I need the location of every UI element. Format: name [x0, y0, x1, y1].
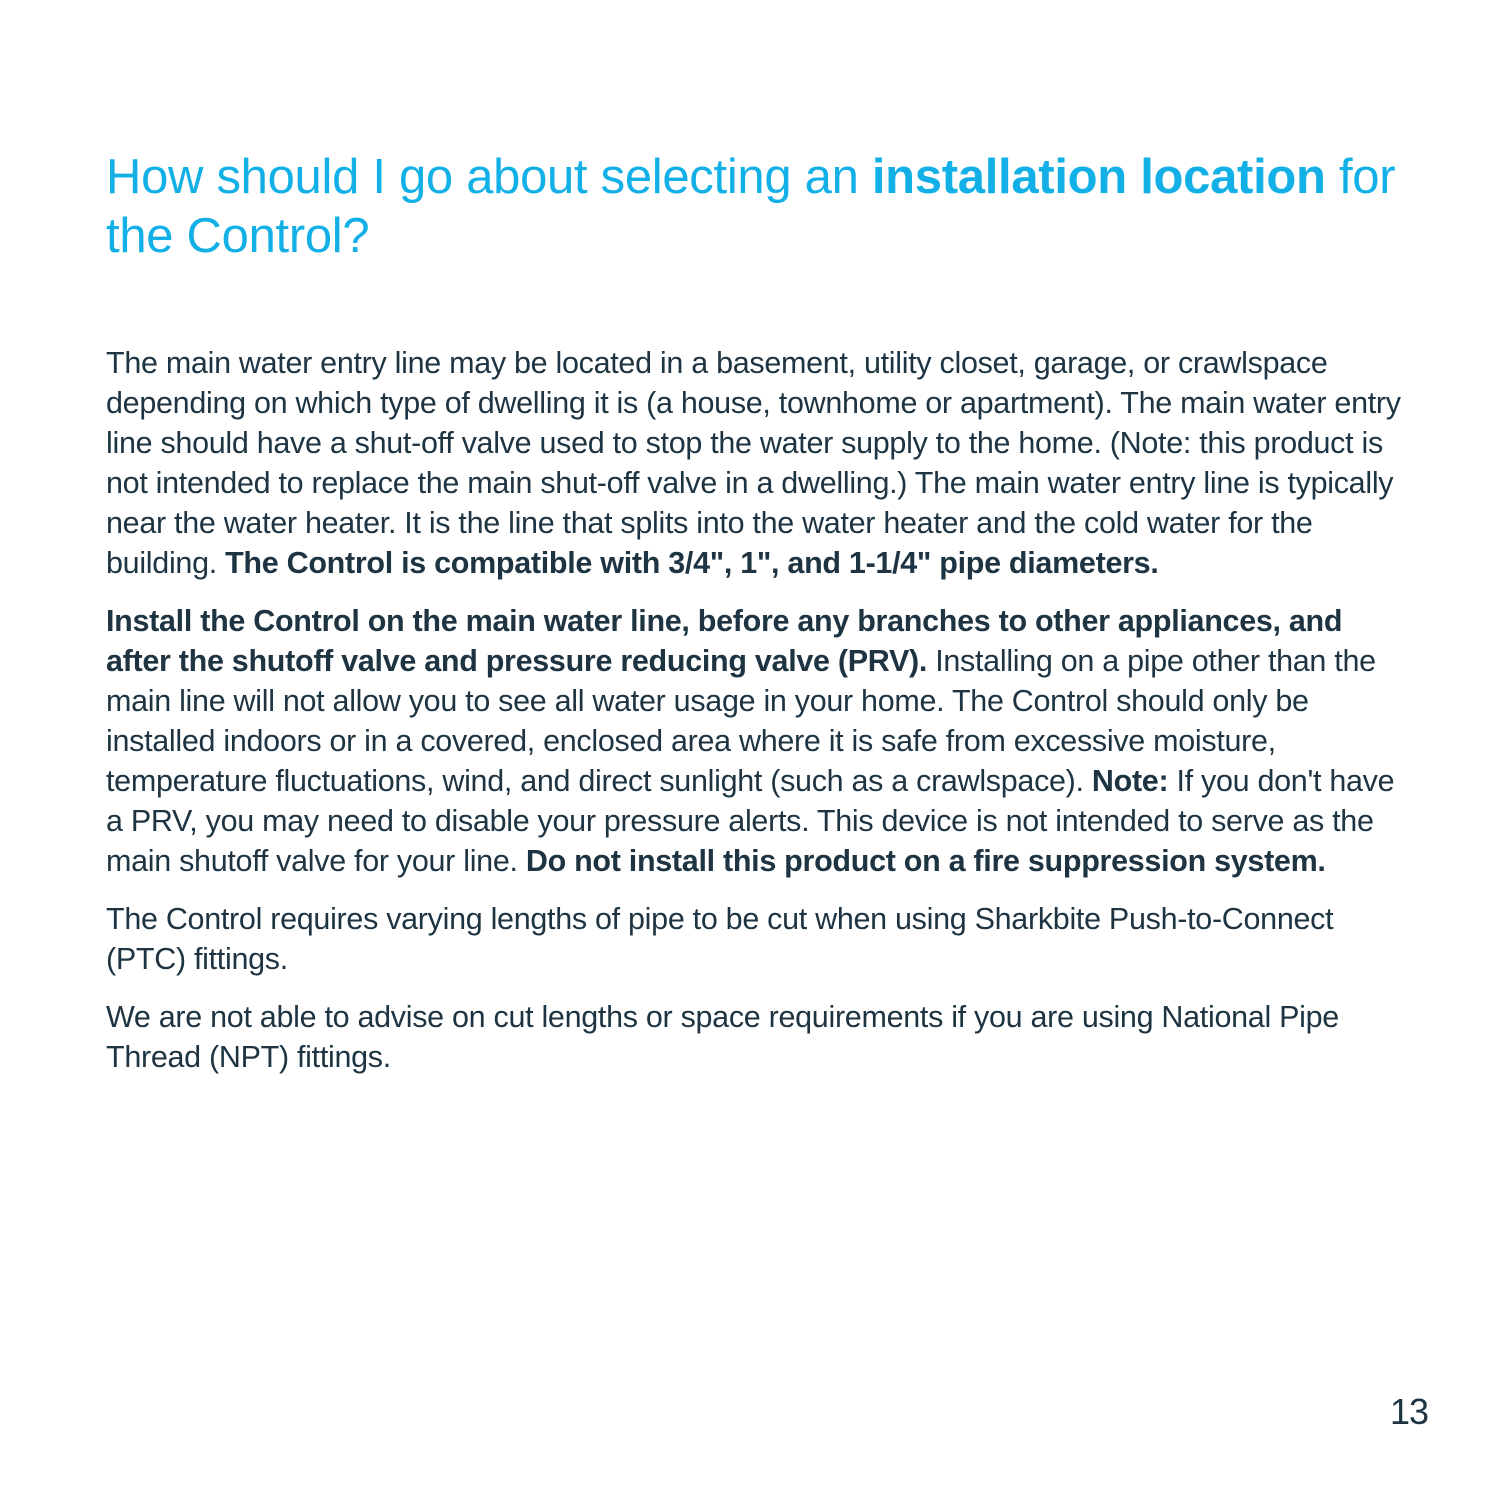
paragraph-text: If you don't have a PRV, you may need to disable your pressure alerts. This device is not intended to serve as the main shutoff valve for your line.: [106, 764, 1395, 878]
paragraph-text: The Control requires varying lengths of pipe to be cut when using Sharkbite Push-to-Connect (PTC) fittings.: [106, 902, 1334, 976]
paragraph-text: Installing on a pipe other than the main line will not allow you to see all water usage in your home. The Control should only be installed indoors or in a covered, enclosed area where it is safe from excessive moisture, temperature fluctuations, wind, and direct sunlight (such as a crawlspace).: [106, 644, 1376, 798]
heading-text-start: How should I go about selecting an: [106, 150, 872, 204]
body-content: [106, 343, 1406, 1095]
page-heading: [106, 148, 1396, 266]
pipe-compatibility-note: The Control is compatible with 3/4", 1", and 1-1/4" pipe diameters.: [225, 546, 1159, 580]
fire-suppression-warning: Do not install this product on a fire suppression system.: [525, 844, 1326, 878]
paragraph-sharkbite: [106, 899, 1406, 979]
paragraph-install-location: [106, 601, 1406, 881]
paragraph-npt: [106, 997, 1406, 1077]
heading-text-end: for the Control?: [106, 150, 1396, 263]
install-instruction: Install the Control on the main water line, before any branches to other appliances, and after the shutoff valve and pressure reducing valve (PRV).: [106, 604, 1343, 678]
paragraph-text: We are not able to advise on cut lengths or space requirements if you are using National Pipe Thread (NPT) fittings.: [106, 1000, 1339, 1074]
note-label: Note:: [1091, 764, 1169, 798]
heading-emphasis: installation location: [871, 150, 1326, 204]
paragraph-text: The main water entry line may be located in a basement, utility closet, garage, or crawlspace depending on which type of dwelling it is (a house, townhome or apartment). The main water entry line should have a shut-off valve used to stop the water supply to the home. (Note: this product is not intended to replace the main shut-off valve in a dwelling.) The main water entry line is typically near the water heater. It is the line that splits into the water heater and the cold water for the building.: [106, 346, 1401, 580]
page-number: 13: [1389, 1391, 1428, 1432]
paragraph-main-water-line: [106, 343, 1406, 583]
